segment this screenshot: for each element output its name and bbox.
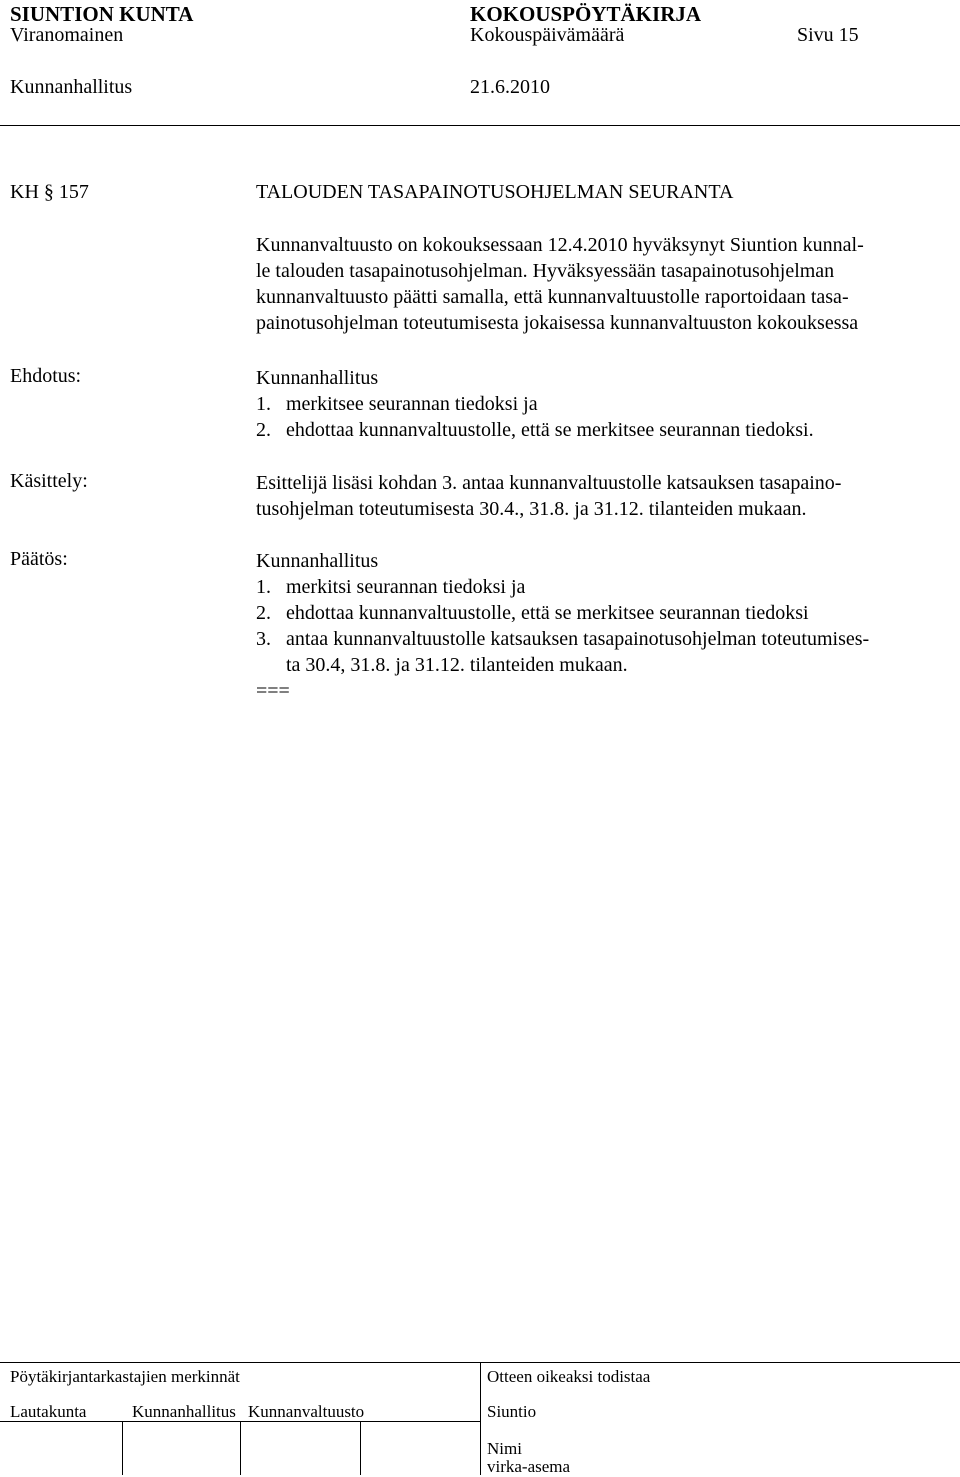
- list-item: [256, 600, 956, 626]
- handling-line: Esittelijä lisäsi kohdan 3. antaa kunnanvaltuustolle katsauksen tasapaino-: [256, 472, 842, 494]
- item-text: antaa kunnanvaltuustolle katsauksen tasapainotusohjelman toteutumises-: [286, 628, 870, 650]
- list-item: [256, 417, 956, 443]
- list-item: [256, 391, 956, 417]
- handling-line: tusohjelman toteutumisesta 30.4., 31.8. ja 31.12. tilanteiden mukaan.: [256, 498, 807, 520]
- handling-block: [256, 470, 956, 522]
- footer-position-label: virka-asema: [487, 1457, 571, 1476]
- intro-line: kunnanvaltuusto päätti samalla, että kunnanvaltuustolle raportoidaan tasa-: [256, 286, 849, 308]
- checkers-label: Pöytäkirjantarkastajien merkinnät: [10, 1367, 240, 1386]
- footer-center-divider: [480, 1362, 481, 1475]
- meeting-date-label: Kokouspäivämäärä: [470, 24, 625, 46]
- footer-col-kunnanvaltuusto: Kunnanvaltuusto: [248, 1402, 365, 1421]
- item-text: merkitsi seurannan tiedoksi ja: [286, 576, 526, 598]
- meeting-date-value: 21.6.2010: [470, 76, 550, 98]
- footer-cell-divider: [122, 1421, 123, 1475]
- decision-label: Päätös:: [10, 548, 68, 570]
- list-item: [256, 574, 956, 600]
- municipality-name: SIUNTION KUNTA: [10, 2, 194, 26]
- header-divider: [0, 125, 960, 126]
- authority-label: Viranomainen: [10, 24, 124, 46]
- item-continuation: ta 30.4, 31.8. ja 31.12. tilanteiden mukaan.: [286, 654, 628, 676]
- item-text: ehdottaa kunnanvaltuustolle, että se merkitsee seurannan tiedoksi: [286, 602, 809, 624]
- intro-line: painotusohjelman toteutumisesta jokaisessa kunnanvaltuuston kokouksessa: [256, 312, 859, 334]
- item-number: 1.: [256, 576, 271, 598]
- item-text: ehdottaa kunnanvaltuustolle, että se merkitsee seurannan tiedoksi.: [286, 419, 814, 441]
- footer-col-kunnanhallitus: Kunnanhallitus: [132, 1402, 236, 1421]
- authority-value: Kunnanhallitus: [10, 76, 133, 98]
- list-item: [256, 626, 956, 652]
- item-number: 3.: [256, 628, 271, 650]
- end-mark: ===: [256, 680, 290, 702]
- item-number: 1.: [256, 393, 271, 415]
- section-title: TALOUDEN TASAPAINOTUSOHJELMAN SEURANTA: [256, 181, 734, 203]
- intro-line: Kunnanvaltuusto on kokouksessaan 12.4.2010 hyväksynyt Siuntion kunnal-: [256, 234, 864, 256]
- proposal-block: [256, 365, 956, 443]
- footer-name-label: Nimi: [487, 1439, 522, 1458]
- footer-col-lautakunta: Lautakunta: [10, 1402, 87, 1421]
- footer-cell-divider: [360, 1421, 361, 1475]
- proposal-label: Ehdotus:: [10, 365, 82, 387]
- item-number: 2.: [256, 419, 271, 441]
- item-text: merkitsee seurannan tiedoksi ja: [286, 393, 538, 415]
- handling-label: Käsittely:: [10, 470, 88, 492]
- intro-line: le talouden tasapainotusohjelman. Hyväksyessään tasapainotusohjelman: [256, 260, 835, 282]
- certified-label: Otteen oikeaksi todistaa: [487, 1367, 651, 1386]
- decision-body: Kunnanhallitus: [256, 550, 379, 572]
- section-number: KH § 157: [10, 181, 89, 203]
- item-number: 2.: [256, 602, 271, 624]
- page-number: Sivu 15: [797, 24, 859, 46]
- intro-paragraph: [256, 232, 956, 336]
- proposal-body: Kunnanhallitus: [256, 367, 379, 389]
- footer-place: Siuntio: [487, 1402, 537, 1421]
- decision-block: [256, 548, 956, 704]
- footer-cell-divider: [240, 1421, 241, 1475]
- document-type: KOKOUSPÖYTÄKIRJA: [470, 2, 702, 26]
